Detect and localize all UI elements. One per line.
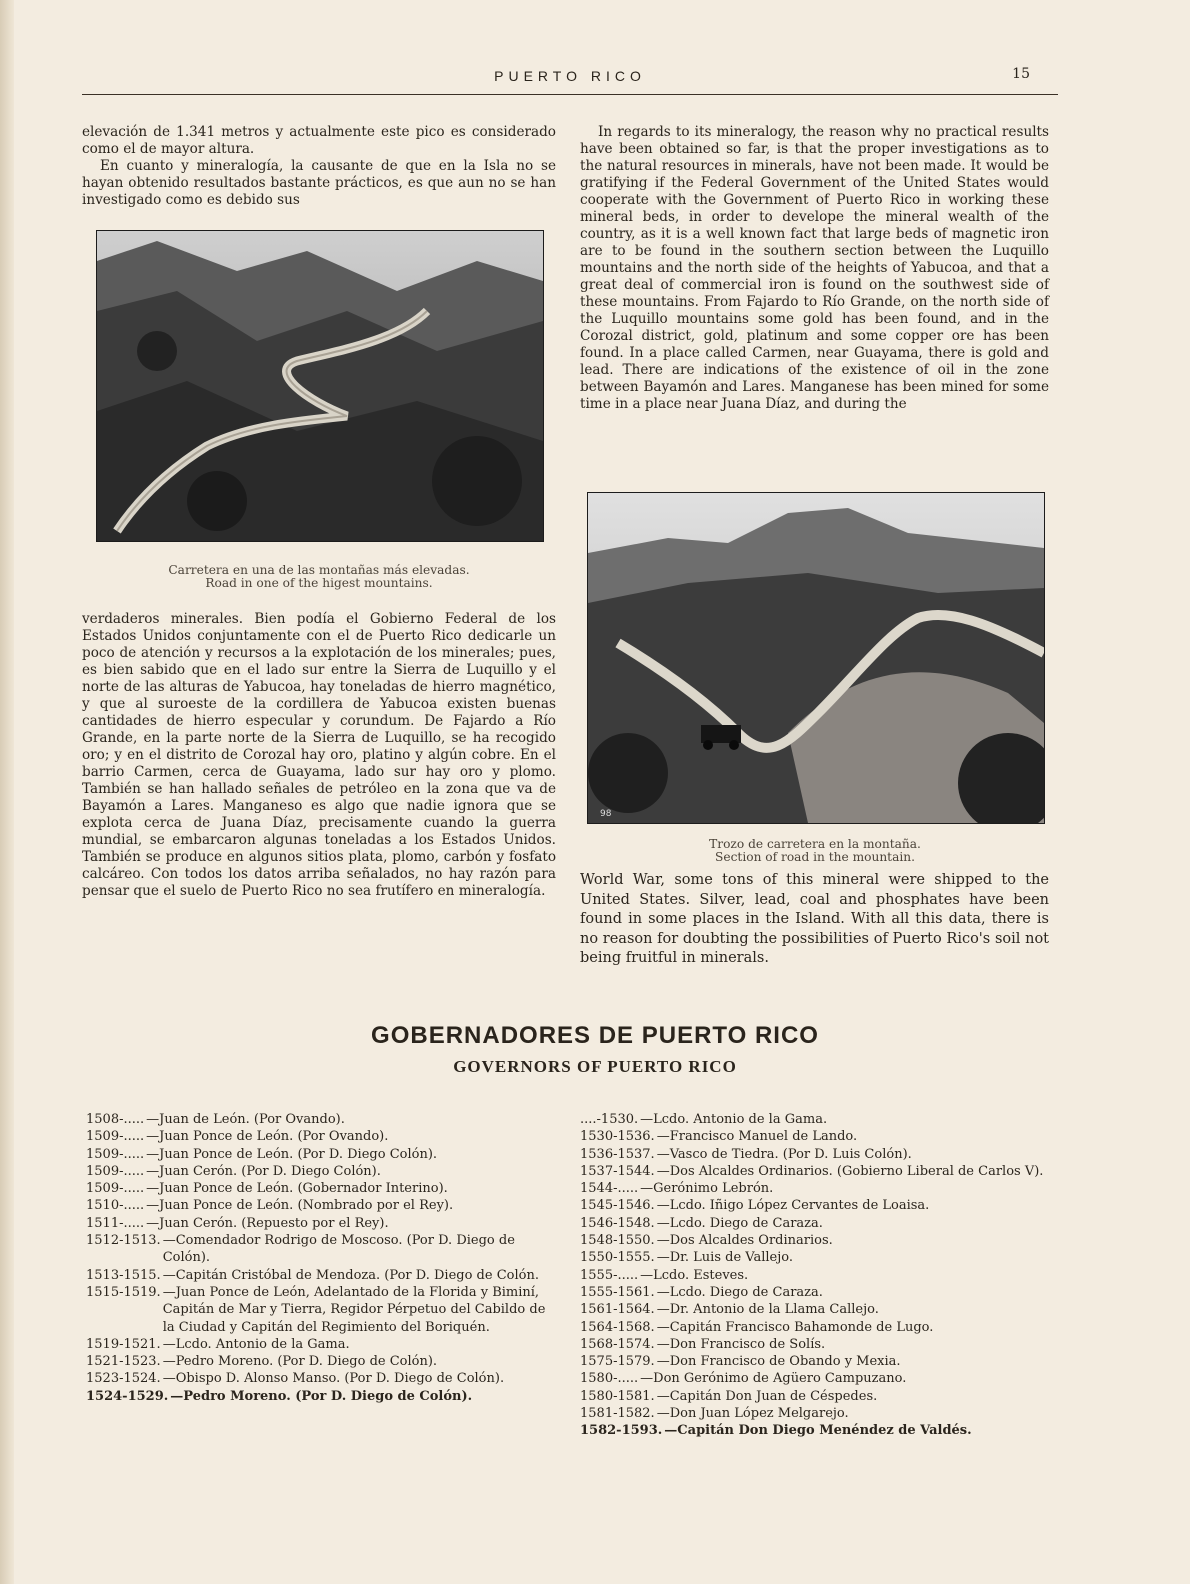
governor-name: —Don Gerónimo de Agüero Campuzano. <box>640 1371 907 1387</box>
governor-entry <box>86 1267 560 1284</box>
governor-entry <box>86 1111 560 1128</box>
governor-entry <box>86 1370 560 1387</box>
caption-english: Road in one of the higest mountains. <box>205 576 433 590</box>
caption-spanish: Trozo de carretera en la montaña. <box>709 837 921 851</box>
governor-years: 1509-..... <box>86 1181 145 1197</box>
governor-years: 1548-1550. <box>580 1233 655 1249</box>
right-column-top-text <box>580 124 1049 413</box>
governor-years: 1523-1524. <box>86 1371 161 1387</box>
governor-entry <box>580 1284 1050 1301</box>
governor-entry <box>580 1422 1050 1439</box>
governor-name: —Pedro Moreno. (Por D. Diego de Colón). <box>162 1354 438 1370</box>
governor-name: —Capitán Don Juan de Céspedes. <box>656 1388 878 1404</box>
governor-name: —Vasco de Tiedra. (Por D. Luis Colón). <box>656 1146 912 1162</box>
governor-entry <box>580 1180 1050 1197</box>
governor-years: 1581-1582. <box>580 1406 655 1422</box>
governor-entry <box>86 1146 560 1163</box>
governor-name: —Lcdo. Diego de Caraza. <box>656 1284 823 1300</box>
governor-years: 1568-1574. <box>580 1336 655 1352</box>
governor-years: 1580-1581. <box>580 1388 655 1404</box>
governor-entry <box>86 1163 560 1180</box>
governor-entry <box>86 1388 560 1405</box>
governor-entry <box>580 1319 1050 1336</box>
governor-entry <box>580 1405 1050 1422</box>
left-column-bottom-text <box>82 611 556 900</box>
governor-name: —Lcdo. Esteves. <box>640 1267 749 1283</box>
governor-name: —Capitán Don Diego Menéndez de Valdés. <box>664 1423 972 1439</box>
governor-years: 1513-1515. <box>86 1267 161 1283</box>
governor-years: 1580-..... <box>580 1371 639 1387</box>
governor-years: 1530-1536. <box>580 1129 655 1145</box>
governor-entry <box>580 1267 1050 1284</box>
mountain-road-illustration <box>97 231 543 541</box>
governor-entry <box>580 1215 1050 1232</box>
governor-name: —Juan Ponce de León. (Gobernador Interino). <box>146 1181 448 1197</box>
governor-years: 1555-1561. <box>580 1284 655 1300</box>
caption-spanish: Carretera en una de las montañas más elevadas. <box>168 563 470 577</box>
governor-name: —Don Juan López Melgarejo. <box>656 1406 849 1422</box>
left-column-top-text <box>82 124 556 209</box>
governor-name: —Lcdo. Diego de Caraza. <box>656 1215 823 1231</box>
governors-list-left <box>86 1111 560 1405</box>
governors-list-right <box>580 1111 1050 1440</box>
paragraph: En cuanto y mineralogía, la causante de que en la Isla no se hayan obtenido resultados bastante prácticos, es que aun no se han investigado como es debido sus <box>82 158 556 208</box>
paragraph: verdaderos minerales. Bien podía el Gobierno Federal de los Estados Unidos conjuntamente con el de Puerto Rico dedicarle un poco de atención y recursos a la explotación de los minerales; pues, es bien sabido que en el lado sur entre la Sierra de Luquillo y el norte de las alturas de Yabucoa, hay toneladas de hierro magnético, y que al suroeste de la cordillera de Yabucoa existen buenas cantidades de hierro especular y corundum. De Fajardo a Río Grande, en la parte norte de la Sierra de Luquillo, se ha recogido oro; y en el distrito de Corozal hay oro, platino y algún cobre. En el barrio Carmen, cerca de Guayama, lado sur hay oro y plomo. También se han hallado señales de petróleo en la zona que va de Bayamón a Lares. Manganeso es algo que nadie ignora que se explota cerca de Juana Díaz, precisamente cuando la guerra mundial, se embarcaron algunas toneladas a los Estados Unidos. También se produce en algunos sitios plata, plomo, carbón y fosfato calcáreo. Con todos los datos arriba señalados, no hay razón para pensar que el suelo de Puerto Rico no sea frutífero en mineralogía. <box>82 611 556 899</box>
governor-years: 1511-..... <box>86 1215 145 1231</box>
governor-entry <box>580 1249 1050 1266</box>
governor-name: —Juan Cerón. (Por D. Diego Colón). <box>146 1163 381 1179</box>
governor-name: —Juan de León. (Por Ovando). <box>146 1112 345 1127</box>
governor-years: 1515-1519. <box>86 1284 161 1300</box>
governor-name: —Don Francisco de Obando y Mexia. <box>656 1354 901 1370</box>
governor-entry <box>86 1336 560 1353</box>
road-section-illustration <box>588 493 1044 823</box>
governor-entry <box>580 1370 1050 1387</box>
governor-entry <box>580 1197 1050 1214</box>
governor-entry <box>580 1128 1050 1145</box>
governor-name: —Gerónimo Lebrón. <box>640 1181 774 1197</box>
governor-entry <box>86 1284 560 1336</box>
governor-entry <box>580 1111 1050 1128</box>
governor-years: 1582-1593. <box>580 1423 663 1439</box>
governor-years: 1546-1548. <box>580 1215 655 1231</box>
governor-name: —Lcdo. Iñigo López Cervantes de Loaisa. <box>656 1198 930 1214</box>
right-column-bottom-text <box>580 871 1049 969</box>
page-number: 15 <box>1012 66 1030 82</box>
governor-entry <box>580 1301 1050 1318</box>
governor-years: 1561-1564. <box>580 1302 655 1318</box>
governor-name: —Juan Ponce de León. (Nombrado por el Rey). <box>146 1198 454 1214</box>
governor-entry <box>86 1353 560 1370</box>
governor-name: —Lcdo. Antonio de la Gama. <box>162 1336 350 1352</box>
governor-years: 1537-1544. <box>580 1163 655 1179</box>
governor-years: 1575-1579. <box>580 1354 655 1370</box>
governor-years: 1512-1513. <box>86 1233 161 1249</box>
governor-name: —Don Francisco de Solís. <box>656 1336 826 1352</box>
governor-entry <box>86 1180 560 1197</box>
caption-english: Section of road in the mountain. <box>715 850 915 864</box>
governor-years: 1509-..... <box>86 1146 145 1162</box>
governor-name: —Pedro Moreno. (Por D. Diego de Colón). <box>170 1388 473 1404</box>
paragraph: World War, some tons of this mineral were shipped to the United States. Silver, lead, coal and phosphates have been found in some places in the Island. With all this data, there is no reason for doubting the possibilities of Puerto Rico's soil not being fruitful in minerals. <box>580 872 1049 966</box>
governor-years: 1536-1537. <box>580 1146 655 1162</box>
governor-entry <box>580 1146 1050 1163</box>
governor-entry <box>580 1336 1050 1353</box>
governor-name: —Francisco Manuel de Lando. <box>656 1129 858 1145</box>
governor-name: —Juan Cerón. (Repuesto por el Rey). <box>146 1215 389 1231</box>
road-section-photo <box>587 492 1045 824</box>
governor-name: —Dr. Luis de Vallejo. <box>656 1250 794 1266</box>
governor-years: 1509-..... <box>86 1129 145 1145</box>
section-title-english: GOVERNORS OF PUERTO RICO <box>453 1057 737 1076</box>
governor-entry <box>86 1215 560 1232</box>
governor-years: 1545-1546. <box>580 1198 655 1214</box>
governor-entry <box>580 1163 1050 1180</box>
plate-number: 98 <box>600 809 612 819</box>
governor-years: ....-1530. <box>580 1112 639 1127</box>
photo-caption <box>96 564 542 590</box>
governor-entry <box>86 1197 560 1214</box>
section-title-spanish: GOBERNADORES DE PUERTO RICO <box>371 1022 819 1049</box>
governor-name: —Dr. Antonio de la Llama Callejo. <box>656 1302 879 1318</box>
governor-entry <box>580 1353 1050 1370</box>
running-title: PUERTO RICO <box>494 68 646 84</box>
governor-name: —Dos Alcaldes Ordinarios. <box>656 1233 833 1249</box>
governor-name: —Dos Alcaldes Ordinarios. (Gobierno Liberal de Carlos V). <box>656 1163 1044 1179</box>
governor-name: —Juan Ponce de León, Adelantado de la Florida y Biminí, Capitán de Mar y Tierra, Regidor Pérpetuo del Cabildo de la Ciudad y Capitán del Regimiento del Boriquén. <box>162 1284 546 1335</box>
governor-years: 1564-1568. <box>580 1319 655 1335</box>
paper-edge <box>0 0 14 1584</box>
governor-entry <box>86 1128 560 1145</box>
governor-name: —Lcdo. Antonio de la Gama. <box>640 1112 828 1127</box>
governor-years: 1508-..... <box>86 1112 145 1127</box>
paragraph: elevación de 1.341 metros y actualmente este pico es considerado como el de mayor altura. <box>82 124 556 157</box>
governor-years: 1519-1521. <box>86 1336 161 1352</box>
governor-name: —Juan Ponce de León. (Por Ovando). <box>146 1129 389 1145</box>
governor-years: 1510-..... <box>86 1198 145 1214</box>
mountain-road-photo <box>96 230 544 542</box>
governor-years: 1550-1555. <box>580 1250 655 1266</box>
governor-entry <box>86 1232 560 1267</box>
governor-name: —Capitán Francisco Bahamonde de Lugo. <box>656 1319 934 1335</box>
governor-name: —Obispo D. Alonso Manso. (Por D. Diego de Colón). <box>162 1371 505 1387</box>
governor-name: —Juan Ponce de León. (Por D. Diego Colón). <box>146 1146 438 1162</box>
governor-entry <box>580 1232 1050 1249</box>
governor-entry <box>580 1388 1050 1405</box>
photo-caption <box>587 838 1043 864</box>
governor-name: —Comendador Rodrigo de Moscoso. (Por D. Diego de Colón). <box>162 1233 515 1266</box>
governor-name: —Capitán Cristóbal de Mendoza. (Por D. Diego de Colón. <box>162 1267 539 1283</box>
governor-years: 1521-1523. <box>86 1354 161 1370</box>
governor-years: 1524-1529. <box>86 1388 169 1404</box>
governor-years: 1509-..... <box>86 1163 145 1179</box>
paragraph: In regards to its mineralogy, the reason why no practical results have been obtained so far, is that the proper investigations as to the natural resources in minerals, have not been made. It would be gratifying if the Federal Government of the United States would cooperate with the Government of Puerto Rico in working these mineral beds, in order to develope the mineral wealth of the country, as it is a well known fact that large beds of magnetic iron are to be found in the southern section between the Luquillo mountains and the north side of the heights of Yabucoa, and that a great deal of commercial iron is found on the southwest side of these mountains. From Fajardo to Río Grande, on the north side of the Luquillo mountains some gold has been found, and in the Corozal district, gold, platinum and some copper ore has been found. In a place called Carmen, near Guayama, there is gold and lead. There are indications of the existence of oil in the zone between Bayamón and Lares. Manganese has been mined for some time in a place near Juana Díaz, and during the <box>580 124 1049 412</box>
governor-years: 1544-..... <box>580 1181 639 1197</box>
page-header <box>82 64 1058 95</box>
governor-years: 1555-..... <box>580 1267 639 1283</box>
